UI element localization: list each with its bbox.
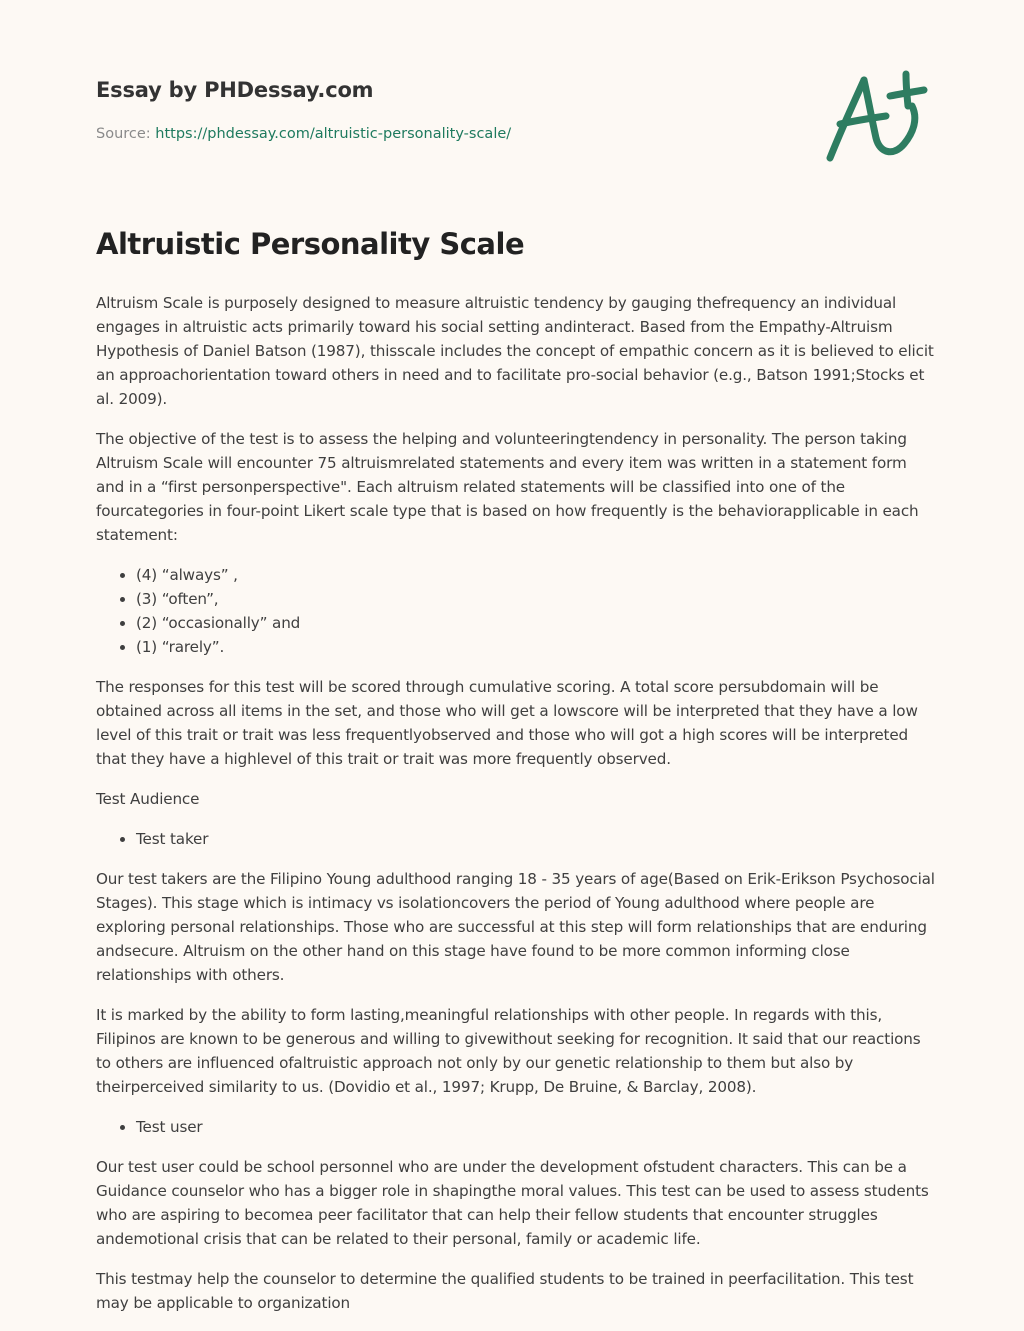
- page-title: Altruistic Personality Scale: [96, 227, 525, 261]
- paragraph-counselor: This testmay help the counselor to determine the qualified students to be trained in peerfacilitation. This test may be applicable to organization: [96, 1270, 914, 1312]
- list-item: • Test user: [136, 1115, 936, 1139]
- paragraph-objective: The objective of the test is to assess the helping and volunteeringtendency in personality. The person taking Altruism Scale will encounter 75 altruismrelated statements and every item was written in a statement form and in a “first personperspective". Each altruism related statements will be classified into one of the fourcategories in four-point Likert scale type that is based on how frequently is the behaviorapplicable in each statement:: [96, 430, 919, 544]
- article: [96, 224, 936, 1331]
- source-link[interactable]: https://phdessay.com/altruistic-personality-scale/: [155, 126, 512, 142]
- page-header: [96, 76, 796, 144]
- paragraph-scoring: The responses for this test will be scored through cumulative scoring. A total score persubdomain will be obtained across all items in the set, and those who will get a lowscore will be interpreted that they have a low level of this trait or trait was less frequentlyobserved and those who will got a high scores will be interpreted that they have a highlevel of this trait or trait was more frequently observed.: [96, 678, 918, 768]
- site-title: Essay by PHDessay.com: [96, 78, 374, 102]
- audience-list-taker: [96, 827, 936, 851]
- paragraph-intro: Altruism Scale is purposely designed to measure altruistic tendency by gauging thefrequency an individual engages in altruistic acts primarily toward his social setting andinteract. Based from the Empathy-Altruism Hypothesis of Daniel Batson (1987), thisscale includes the concept of empathic concern as it is believed to elicit an approachorientation toward others in need and to facilitate pro-social behavior (e.g., Batson 1991;Stocks et al. 2009).: [96, 294, 934, 408]
- source-label: Source:: [96, 126, 156, 142]
- likert-scale-list: [96, 563, 936, 659]
- a-plus-grade-icon: [820, 66, 930, 166]
- list-item: • (2) “occasionally” and: [136, 611, 936, 635]
- list-item: • (4) “always” ,: [136, 563, 936, 587]
- section-label-test-audience: Test Audience: [96, 790, 200, 808]
- paragraph-relationships: It is marked by the ability to form lasting,meaningful relationships with other people. In regards with this, Filipinos are known to be generous and willing to givewithout seeking for recognition. It said that our reactions to others are influenced ofaltruistic approach not only by our genetic relationship to them but also by theirperceived similarity to us. (Dovidio et al., 1997; Krupp, De Bruine, & Barclay, 2008).: [96, 1006, 921, 1096]
- paragraph-test-takers: Our test takers are the Filipino Young adulthood ranging 18 - 35 years of age(Based on Erik-Erikson Psychosocial Stages). This stage which is intimacy vs isolationcovers the period of Young adulthood where people are exploring personal relationships. Those who are successful at this step will form relationships that are enduring andsecure. Altruism on the other hand on this stage have found to be more common informing close relationships with others.: [96, 870, 935, 984]
- list-item: • Test taker: [136, 827, 936, 851]
- paragraph-test-user: Our test user could be school personnel who are under the development ofstudent characters. This can be a Guidance counselor who has a bigger role in shapingthe moral values. This test can be used to assess students who are aspiring to becomea peer facilitator that can help their fellow students that encounter struggles andemotional crisis that can be related to their personal, family or academic life.: [96, 1158, 929, 1248]
- audience-list-user: [96, 1115, 936, 1139]
- list-item: • (1) “rarely”.: [136, 635, 936, 659]
- list-item: • (3) “often”,: [136, 587, 936, 611]
- source-line: [96, 124, 796, 144]
